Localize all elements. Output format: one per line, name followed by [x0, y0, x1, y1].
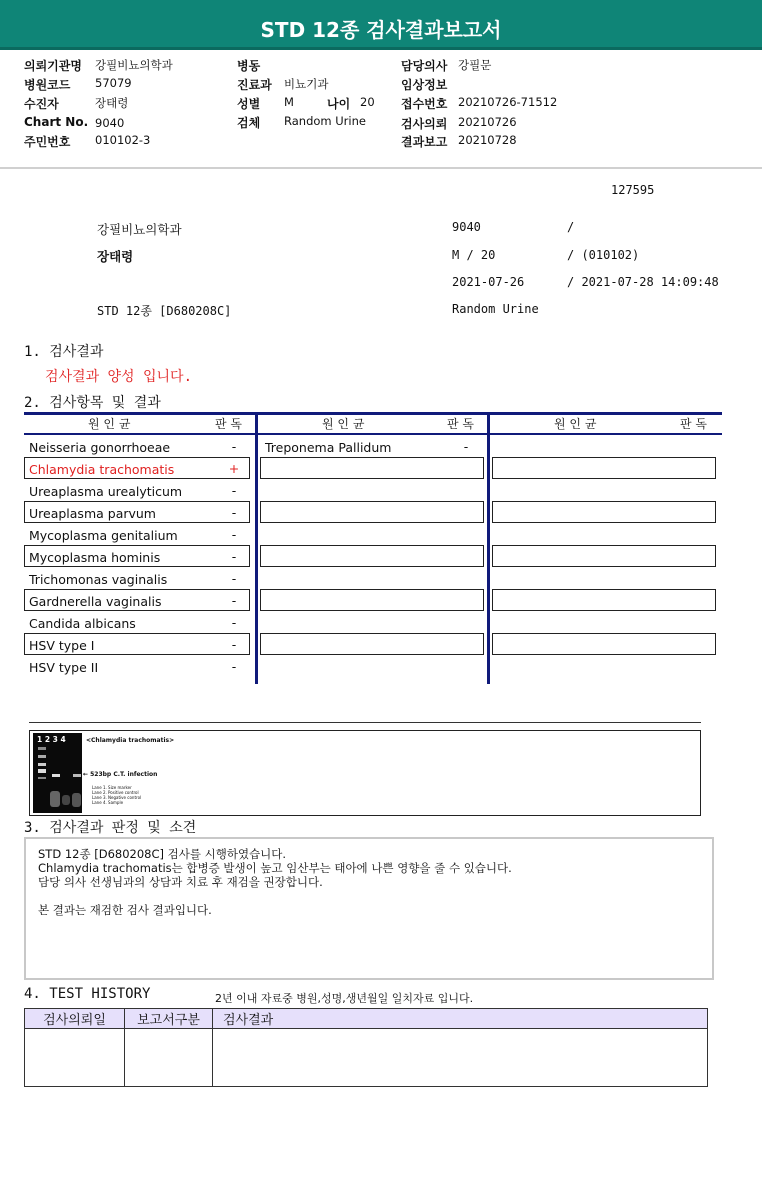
value-sex: M: [284, 95, 294, 109]
info-report-datetime: / 2021-07-28 14:09:48: [567, 275, 719, 289]
col2-organism-header: 원 인 균: [322, 417, 365, 431]
col2-judge-header: 판 독: [447, 417, 474, 431]
history-note: 2년 이내 자료중 병원,성명,생년월일 일치자료 입니다.: [215, 992, 474, 1005]
column-divider-2: [487, 412, 490, 684]
organism-result: -: [231, 637, 237, 652]
section4-heading: 4. TEST HISTORY: [24, 986, 151, 1002]
value-request-date: 20210726: [458, 115, 517, 129]
history-col-request-date: 검사의뢰일: [25, 1009, 125, 1029]
row-box: [492, 457, 716, 479]
gel-legend-lane1: Lane 1. Size marker: [92, 785, 132, 790]
label-request-date: 검사의뢰: [401, 117, 448, 131]
label-specimen: 검체: [237, 116, 261, 130]
column-divider-1: [255, 412, 258, 684]
organism-result: -: [231, 549, 237, 564]
history-cell: [25, 1029, 125, 1087]
label-requester: 의뢰기관명: [24, 59, 82, 73]
organism-name: HSV type II: [29, 660, 99, 675]
gel-legend-lane2: Lane 2. Positive control: [92, 790, 139, 795]
gel-legend-lane3: Lane 3. Negative control: [92, 795, 142, 800]
organism-name: Ureaplasma urealyticum: [29, 484, 183, 499]
row-box: [260, 589, 484, 611]
organism-name: Chlamydia trachomatis: [29, 462, 175, 477]
history-table: [24, 1008, 708, 1087]
value-requester: 강필비뇨의학과: [95, 58, 173, 72]
label-hospital-code: 병원코드: [24, 78, 71, 92]
gel-lane-numbers: 1 2 3 4: [37, 735, 66, 744]
history-col-report-type: 보고서구분: [125, 1009, 213, 1029]
organism-name: Gardnerella vaginalis: [29, 594, 162, 609]
col1-organism-header: 원 인 균: [88, 417, 131, 431]
gel-band-label: ← 523bp C.T. infection: [83, 771, 158, 778]
label-doctor: 담당의사: [401, 59, 448, 73]
comment-line: 담당 의사 선생님과의 상담과 치료 후 재검을 권장합니다.: [38, 875, 323, 889]
row-box: [492, 633, 716, 655]
organism-result: +: [228, 461, 240, 476]
gel-legend-lane4: Lane 4. Sample: [92, 800, 124, 805]
value-chart-no: 9040: [95, 116, 125, 130]
row-box: [260, 633, 484, 655]
report-number: 127595: [611, 183, 655, 197]
label-resident-no: 주민번호: [24, 135, 71, 149]
history-cell: [213, 1029, 708, 1087]
gel-title: <Chlamydia trachomatis>: [86, 737, 175, 744]
organism-name: Neisseria gonorrhoeae: [29, 440, 171, 455]
header-divider: [0, 167, 762, 169]
organism-name: Trichomonas vaginalis: [29, 572, 168, 587]
label-patient: 수진자: [24, 97, 59, 111]
row-box: [260, 545, 484, 567]
table-header-rule: [24, 433, 722, 435]
col3-organism-header: 원 인 균: [554, 417, 597, 431]
info-chart: 9040: [452, 220, 481, 234]
info-patient: 장태령: [97, 249, 134, 264]
label-sex: 성별: [237, 97, 261, 111]
organism-result: -: [231, 505, 237, 520]
organism-result: -: [231, 483, 237, 498]
col1-judge-header: 판 독: [215, 417, 242, 431]
col3-judge-header: 판 독: [680, 417, 707, 431]
organism-result: -: [463, 439, 469, 454]
gel-image: [33, 733, 82, 813]
label-chart-no: Chart No.: [24, 115, 89, 129]
organism-name: Mycoplasma genitalium: [29, 528, 178, 543]
organism-name: HSV type I: [29, 638, 95, 653]
report-title: STD 12종 검사결과보고서: [260, 18, 502, 42]
gel-image-panel: [29, 730, 701, 816]
organism-result: -: [231, 593, 237, 608]
info-clinic: 강필비뇨의학과: [97, 222, 182, 237]
value-specimen: Random Urine: [284, 114, 366, 128]
info-specimen: Random Urine: [452, 302, 539, 316]
gel-top-rule: [29, 722, 701, 723]
report-title-bar: [0, 0, 762, 50]
organism-result: -: [231, 615, 237, 630]
value-patient: 장태령: [95, 96, 129, 110]
comment-line: Chlamydia trachomatis는 합병증 발생이 높고 임산부는 태아에 나쁜 영향을 줄 수 있습니다.: [38, 861, 512, 875]
info-request-date: 2021-07-26: [452, 275, 525, 289]
label-clinical-info: 임상정보: [401, 78, 448, 92]
history-col-result: 검사결과: [213, 1009, 708, 1029]
organism-result: -: [231, 659, 237, 674]
section2-heading: 2. 검사항목 및 결과: [24, 395, 161, 411]
organism-name: Candida albicans: [29, 616, 136, 631]
value-department: 비뇨기과: [284, 77, 329, 91]
info-sex-age: M / 20: [452, 248, 496, 262]
info-id: / (010102): [567, 248, 640, 262]
row-box: [260, 457, 484, 479]
organism-result: -: [231, 527, 237, 542]
value-age: 20: [360, 95, 375, 109]
row-box: [492, 589, 716, 611]
value-doctor: 강필문: [458, 58, 492, 72]
section3-heading: 3. 검사결과 판정 및 소견: [24, 820, 197, 836]
label-receipt-no: 접수번호: [401, 97, 448, 111]
organism-name: Mycoplasma hominis: [29, 550, 161, 565]
value-hospital-code: 57079: [95, 76, 132, 90]
organism-name: Ureaplasma parvum: [29, 506, 156, 521]
label-department: 진료과: [237, 78, 272, 92]
row-box: [260, 501, 484, 523]
history-cell: [125, 1029, 213, 1087]
comment-line: STD 12종 [D680208C] 검사를 시행하였습니다.: [38, 847, 287, 861]
comment-line: 본 결과는 재검한 검사 결과입니다.: [38, 903, 212, 917]
comment-box: [24, 837, 714, 980]
result-summary: 검사결과 양성 입니다.: [45, 369, 193, 385]
organism-result: -: [231, 571, 237, 586]
info-test: STD 12종 [D680208C]: [97, 304, 232, 318]
organism-name: Treponema Pallidum: [265, 440, 392, 455]
value-receipt-no: 20210726-71512: [458, 95, 558, 109]
section1-heading: 1. 검사결과: [24, 344, 104, 360]
label-age: 나이: [327, 97, 351, 111]
row-box: [492, 545, 716, 567]
label-ward: 병동: [237, 59, 261, 73]
value-report-date: 20210728: [458, 133, 517, 147]
value-resident-no: 010102-3: [95, 133, 151, 147]
table-row: [25, 1029, 708, 1087]
label-report-date: 결과보고: [401, 135, 448, 149]
organism-result: -: [231, 439, 237, 454]
info-slash: /: [567, 220, 575, 234]
comment-line: [38, 889, 700, 903]
row-box: [492, 501, 716, 523]
